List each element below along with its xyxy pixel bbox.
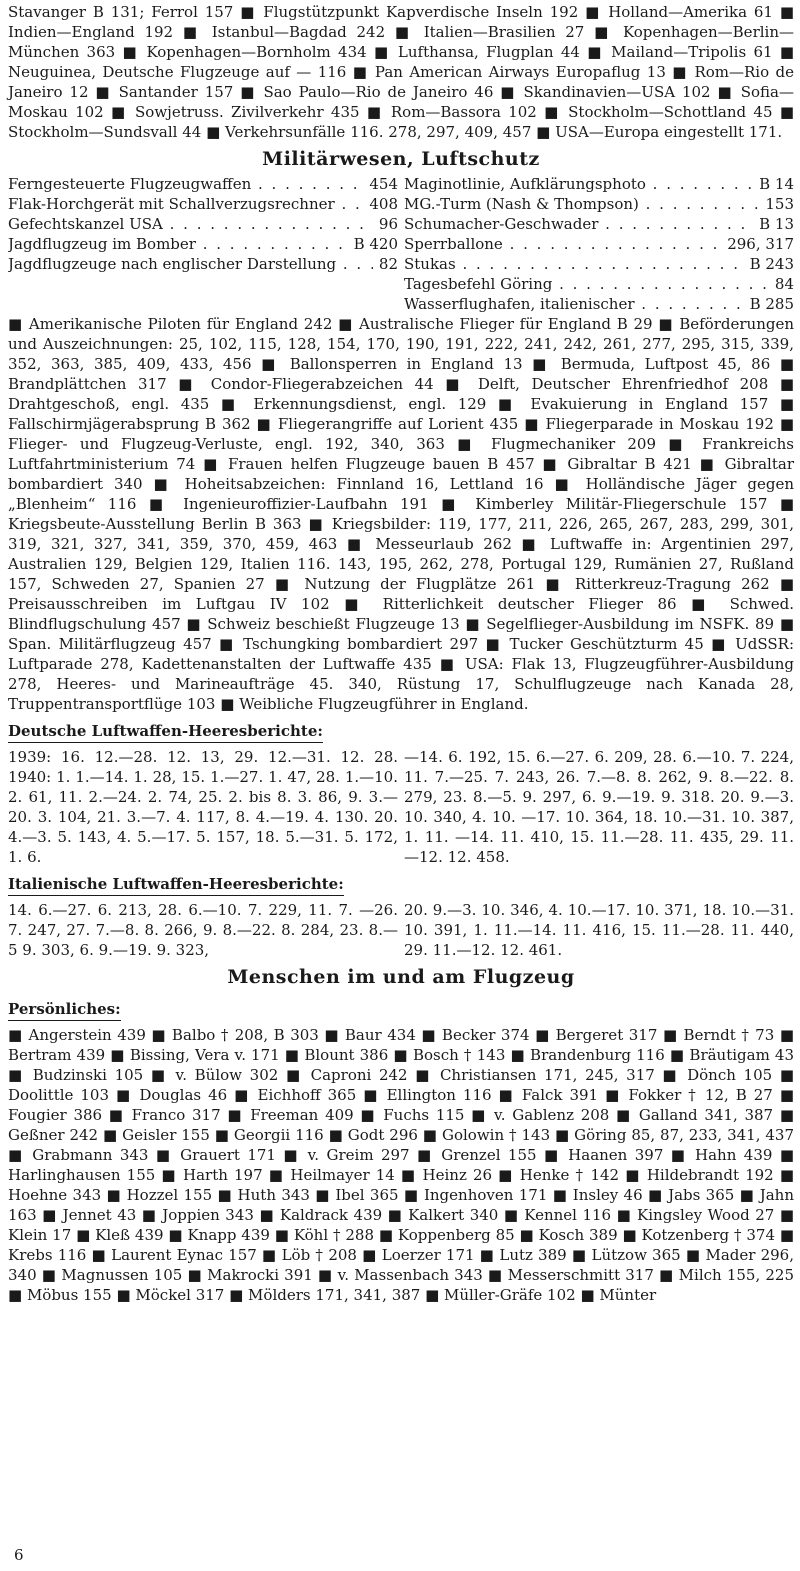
military-paragraph: ■ Amerikanische Piloten für England 242 ■ Australische Flieger für England B 29 ■ Beförderungen und Auszeichnungen: 25, 102, 115, 128, 154, 170, 190, 191, 222, 241, 242, 261, 277, 295, 315, 339, 352, 363, 385, 409, 433, 456 ■ Ballonsperren in England 13 ■ Bermuda, Luftpost 45, 86 ■ Brandplättchen 317 ■ Condor-Fliegerabzeichen 44 ■ Delft, Deutscher Ehrenfriedhof 208 ■ Drahtgeschoß, engl. 435 ■ Erkennungsdienst, engl. 129 ■ Evakuierung in England 157 ■ Fallschirmjägerabsprung B 362 ■ Fliegerangriffe auf Lorient 435 ■ Fliegerparade in Moskau 192 ■ Flieger- und Flugzeug-Verluste, engl. 192, 340, 363 ■ Flugmechaniker 209 ■ Frankreichs Luftfahrtministerium 74 ■ Frauen helfen Flugzeuge bauen B 457 ■ Gibraltar B 421 ■ Gibraltar bombardiert 340 ■ Hoheitsabzeichen: Finnland 16, Lettland 16 ■ Holländische Jäger gegen „Blenheim“ 116 ■ Ingenieuroffizier-Laufbahn 191 ■ Kimberley Militär-Fliegerschule 157 ■ Kriegsbeute-Ausstellung Berlin B 363 ■ Kriegsbilder: 119, 177, 211, 226, 265, 267, 283, 299, 301, 319, 321, 327, 341, 359, 370, 459, 463 ■ Messeurlaub 262 ■ Luftwaffe in: Argentinien 297, Australien 129, Belgien 129, Italien 116. 143, 195, 262, 278, Portugal 129, Rumänien 27, Rußland 157, Schweden 27, Spanien 27 ■ Nutzung der Flugplätze 261 ■ Ritterkreuz-Tragung 262 ■ Preisausschreiben im Luftgau IV 102 ■ Ritterlichkeit deutscher Flieger 86 ■ Schwed. Blindflugschulung 457 ■ Schweiz beschießt Flugzeuge 13 ■ Segelflieger-Ausbildung im NSFK. 89 ■ Span. Militärflugzeug 457 ■ Tschungking bombardiert 297 ■ Tucker Geschützturm 45 ■ UdSSR: Luftparade 278, Kadettenanstalten der Luftwaffe 435 ■ USA: Flak 13, Flugzeugführer-Ausbildung 278, Heeres- und Marineaufträge 45. 340, Rüstung 17, Schulflugzeuge nach Kanada 28, Truppentransportflüge 103 ■ Weibliche Flugzeugführer in England. bbox=[8, 315, 794, 713]
people-paragraph: ■ Angerstein 439 ■ Balbo † 208, B 303 ■ Baur 434 ■ Becker 374 ■ Bergeret 317 ■ Berndt † 73 ■ Bertram 439 ■ Bissing, Vera v. 171 ■ Blount 386 ■ Bosch † 143 ■ Brandenburg 116 ■ Bräutigam 43 ■ Budzinski 105 ■ v. Bülow 302 ■ Caproni 242 ■ Christiansen 171, 245, 317 ■ Dönch 105 ■ Doolittle 103 ■ Douglas 46 ■ Eichhoff 365 ■ Ellington 116 ■ Falck 391 ■ Fokker † 12, B 27 ■ Fougier 386 ■ Franco 317 ■ Freeman 409 ■ Fuchs 115 ■ v. Gablenz 208 ■ Galland 341, 387 ■ Geßner 242 ■ Geisler 155 ■ Georgii 116 ■ Godt 296 ■ Golowin † 143 ■ Göring 85, 87, 233, 341, 437 ■ Grabmann 343 ■ Grauert 171 ■ v. Greim 297 ■ Grenzel 155 ■ Haanen 397 ■ Hahn 439 ■ Harlinghausen 155 ■ Harth 197 ■ Heilmayer 14 ■ Heinz 26 ■ Henke † 142 ■ Hildebrandt 192 ■ Hoehne 343 ■ Hozzel 155 ■ Huth 343 ■ Ibel 365 ■ Ingenhoven 171 ■ Insley 46 ■ Jabs 365 ■ Jahn 163 ■ Jennet 43 ■ Joppien 343 ■ Kaldrack 439 ■ Kalkert 340 ■ Kennel 116 ■ Kingsley Wood 27 ■ Klein 17 ■ Kleß 439 ■ Knapp 439 ■ Köhl † 288 ■ Koppenberg 85 ■ Kosch 389 ■ Kotzenberg † 374 ■ Krebs 116 ■ Laurent Eynac 157 ■ Löb † 208 ■ Loerzer 171 ■ Lutz 389 ■ Lützow 365 ■ Mader 296, 340 ■ Magnussen 105 ■ Makrocki 391 ■ v. Massenbach 343 ■ Messerschmitt 317 ■ Milch 155, 225 ■ Möbus 155 ■ Möckel 317 ■ Mölders 171, 341, 387 ■ Müller-Gräfe 102 ■ Münter bbox=[8, 1026, 794, 1304]
list-item: Flak-Horchgerät mit Schallverzugsrechner . . . 408 bbox=[8, 194, 398, 214]
military-left-list bbox=[8, 174, 398, 314]
list-item: Ferngesteuerte Flugzeugwaffen . . . 454 bbox=[8, 174, 398, 194]
list-item: Sperrballone . . . 296, 317 bbox=[404, 234, 794, 254]
italian-reports-right: 20. 9.—3. 10. 346, 4. 10.—17. 10. 371, 18. 10.—31. 10. 391, 1. 11.—14. 11. 416, 15. 11.—28. 11. 440, 29. 11.—12. 12. 461. bbox=[404, 901, 794, 959]
list-item: Maginotlinie, Aufklärungsphoto . . . B 14 bbox=[404, 174, 794, 194]
list-item: Schumacher-Geschwader . . . B 13 bbox=[404, 214, 794, 234]
german-reports-left: 1939: 16. 12.—28. 12. 13, 29. 12.—31. 12. 28. 1940: 1. 1.—14. 1. 28, 15. 1.—27. 1. 47, 28. 1.—10. 2. 61, 11. 2.—24. 2. 74, 25. 2. bis 8. 3. 86, 9. 3.—20. 3. 104, 21. 3.—7. 4. 117, 8. 4.—19. 4. 130. 20. 4.—3. 5. 143, 4. 5.—17. 5. 157, 18. 5.—31. 5. 172, 1. 6. bbox=[8, 748, 398, 866]
italian-reports-left: 14. 6.—27. 6. 213, 28. 6.—10. 7. 229, 11. 7. —26. 7. 247, 27. 7.—8. 8. 266, 9. 8.—22. 8. 284, 23. 8.—5 9. 303, 6. 9.—19. 9. 323, bbox=[8, 901, 398, 959]
german-reports-right: —14. 6. 192, 15. 6.—27. 6. 209, 28. 6.—10. 7. 224, 11. 7.—25. 7. 243, 26. 7.—8. 8. 262, 9. 8.—22. 8. 279, 23. 8.—5. 9. 297, 6. 9.—19. 9. 318. 20. 9.—3. 10. 340, 4. 10. —17. 10. 364, 18. 10.—31. 10. 387, 1. 11. —14. 11. 410, 15. 11.—28. 11. 435, 29. 11. —12. 12. 458. bbox=[404, 748, 794, 866]
section-title-people: Menschen im und am Flugzeug bbox=[227, 966, 575, 988]
list-item: Wasserflughafen, italienischer . . . B 285 bbox=[404, 294, 794, 314]
list-item: Jagdflugzeuge nach englischer Darstellung . . . 82 bbox=[8, 254, 398, 274]
italian-reports-columns bbox=[8, 900, 794, 960]
list-item: Gefechtskanzel USA . . . 96 bbox=[8, 214, 398, 234]
page-number: 6 bbox=[14, 1546, 24, 1564]
list-item: Jagdflugzeug im Bomber . . . B 420 bbox=[8, 234, 398, 254]
personal-heading: Persönliches: bbox=[8, 998, 121, 1021]
section-title-military: Militärwesen, Luftschutz bbox=[262, 148, 540, 170]
german-reports-columns bbox=[8, 747, 794, 867]
list-item: Tagesbefehl Göring . . . 84 bbox=[404, 274, 794, 294]
list-item: Stukas . . . B 243 bbox=[404, 254, 794, 274]
list-item: MG.-Turm (Nash & Thompson) . . . 153 bbox=[404, 194, 794, 214]
italian-reports-heading: Italienische Luftwaffen-Heeresberichte: bbox=[8, 873, 344, 896]
military-right-list bbox=[404, 174, 794, 314]
intro-paragraph: Stavanger B 131; Ferrol 157 ■ Flugstützpunkt Kapverdische Inseln 192 ■ Holland—Amerika 61 ■ Indien—England 192 ■ Istanbul—Bagdad 242 ■ Italien—Brasilien 27 ■ Kopenhagen—Berlin—München 363 ■ Kopenhagen—Bornholm 434 ■ Lufthansa, Flugplan 44 ■ Mailand—Tripolis 61 ■ Neuguinea, Deutsche Flugzeuge auf — 116 ■ Pan American Airways Europaflug 13 ■ Rom—Rio de Janeiro 12 ■ Santander 157 ■ Sao Paulo—Rio de Janeiro 46 ■ Skandinavien—USA 102 ■ Sofia—Moskau 102 ■ Sowjetruss. Zivilverkehr 435 ■ Rom—Bassora 102 ■ Stockholm—Schottland 45 ■ Stockholm—Sundsvall 44 ■ Verkehrsunfälle 116. 278, 297, 409, 457 ■ USA—Europa eingestellt 171. bbox=[8, 3, 794, 141]
index-page bbox=[8, 2, 794, 1305]
german-reports-heading: Deutsche Luftwaffen-Heeresberichte: bbox=[8, 720, 323, 743]
military-index-columns bbox=[8, 174, 794, 314]
